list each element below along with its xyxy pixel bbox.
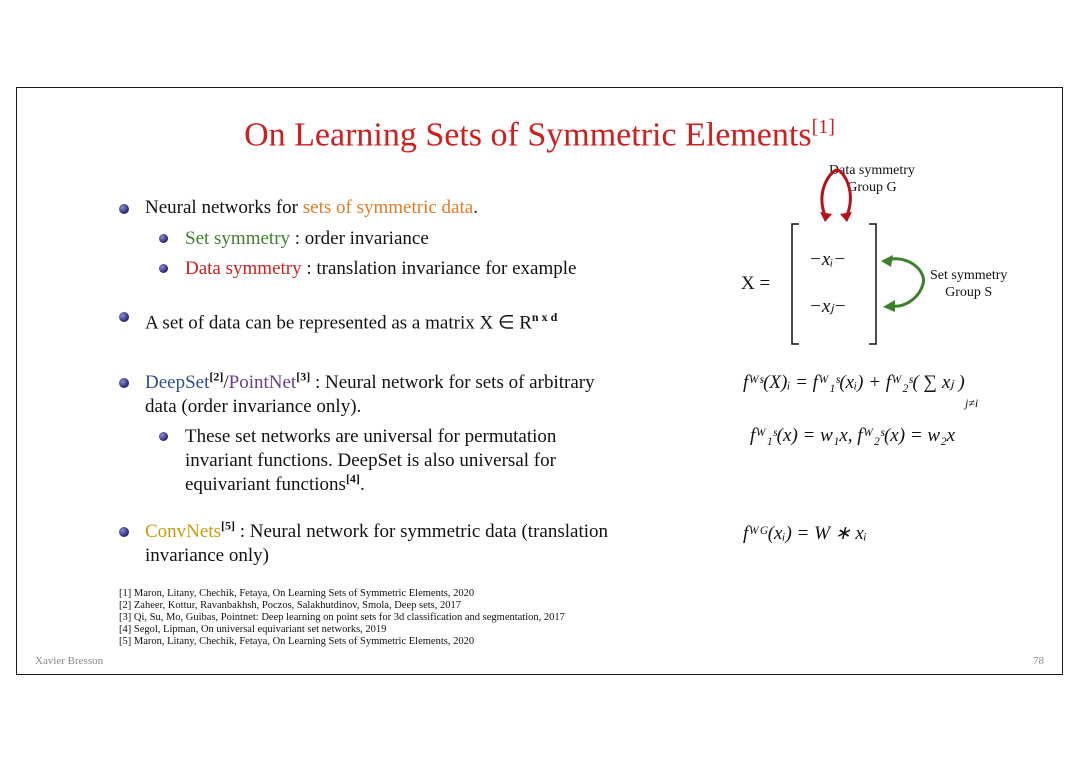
matrix-dim: n x d <box>531 310 558 324</box>
sub-bullet-marker <box>159 264 168 273</box>
footnote-5: [5] Maron, Litany, Chechik, Fetaya, On Learning Sets of Symmetric Elements, 2020 <box>119 636 475 647</box>
bullet-convnets <box>145 520 608 544</box>
highlight-sets-symmetric-data: sets of symmetric data <box>302 197 474 218</box>
ref-4: [4] <box>345 471 360 486</box>
bullet-text: : Neural network for symmetric data (translation <box>235 521 609 542</box>
ref-5: [5] <box>221 518 235 533</box>
sub-bullet-universal-line1: These set networks are universal for permutation <box>185 426 557 447</box>
sub-bullet-universal-line3 <box>185 473 365 497</box>
page-number: 78 <box>1033 655 1044 667</box>
bullet-marker <box>119 312 129 322</box>
highlight-pointnet: PointNet <box>228 372 297 393</box>
matrix-lhs: X = <box>741 273 771 294</box>
footnote-3: [3] Qi, Su, Mo, Guibas, Pointnet: Deep learning on point sets for 3d classification and segmentation, 2017 <box>119 612 565 623</box>
footnote-1: [1] Maron, Litany, Chechik, Fetaya, On Learning Sets of Symmetric Elements, 2020 <box>119 588 475 599</box>
set-symmetry-line2: Group S <box>945 285 993 300</box>
equation-convnet: fᵂᴳ(xᵢ) = W ∗ xᵢ <box>743 523 867 544</box>
footnote-2: [2] Zaheer, Kottur, Ravanbakhsh, Poczos, Salakhutdinov, Smola, Deep sets, 2017 <box>119 600 461 611</box>
equation-linear-layers: fᵂ₁ˢ(x) = w₁x, fᵂ₂ˢ(x) = w₂x <box>750 425 956 446</box>
footnote-4: [4] Segol, Lipman, On universal equivariant set networks, 2019 <box>119 624 387 635</box>
sub-bullet-universal-line2: invariant functions. DeepSet is also universal for <box>185 450 556 471</box>
highlight-set-symmetry: Set symmetry <box>185 228 291 249</box>
set-symmetry-label <box>930 267 1007 301</box>
matrix-brackets <box>789 222 879 346</box>
bullet-text-line2: invariance only) <box>145 545 269 566</box>
bullet-text: A set of data can be represented as a matrix X ∈ R <box>145 312 532 334</box>
sub-bullet-set-symmetry <box>185 227 429 251</box>
bullet-text: Neural networks for <box>145 197 303 218</box>
set-symmetry-arrow <box>879 252 929 314</box>
highlight-data-symmetry: Data symmetry <box>185 258 302 279</box>
ref-2: [2] <box>209 369 224 384</box>
bullet-text: . <box>359 474 365 495</box>
bullet-text: : Neural network for sets of arbitrary <box>310 372 595 393</box>
author-name: Xavier Bresson <box>35 655 104 667</box>
matrix-row-i: −xᵢ− <box>809 249 847 270</box>
bullet-text-line2: data (order invariance only). <box>145 396 362 417</box>
bullet-text: : order invariance <box>290 228 429 249</box>
set-symmetry-line1: Set symmetry <box>930 268 1008 283</box>
slash: / <box>223 372 229 393</box>
matrix-row-j: −xⱼ− <box>809 296 847 317</box>
equation-deepset: fᵂˢ(X)ᵢ = fᵂ₁ˢ(xᵢ) + fᵂ₂ˢ( ∑ xⱼ ) <box>743 372 965 393</box>
highlight-convnets: ConvNets <box>145 521 221 542</box>
bullet-marker <box>119 378 129 388</box>
title-text: On Learning Sets of Symmetric Elements <box>244 116 812 154</box>
footnotes <box>119 588 565 648</box>
bullet-text: . <box>473 197 478 218</box>
ref-3: [3] <box>296 369 311 384</box>
bullet-marker <box>119 527 129 537</box>
title-ref: [1] <box>811 116 835 138</box>
bullet-matrix <box>145 305 557 335</box>
data-symmetry-line1: Data symmetry <box>829 163 915 178</box>
bullet-marker <box>119 204 129 214</box>
slide <box>16 87 1063 675</box>
bullet-sets-symmetric <box>145 196 478 220</box>
data-symmetry-line2: Group G <box>847 180 897 195</box>
sub-bullet-marker <box>159 432 168 441</box>
bullet-text: equivariant functions <box>185 474 346 495</box>
equation-sum-subscript: j≠i <box>965 396 979 410</box>
data-symmetry-arrow <box>812 160 862 222</box>
highlight-deepset: DeepSet <box>145 372 210 393</box>
slide-title <box>17 116 1062 154</box>
sub-bullet-marker <box>159 234 168 243</box>
bullet-deepset <box>145 371 595 395</box>
bullet-text: : translation invariance for example <box>301 258 577 279</box>
sub-bullet-data-symmetry <box>185 257 576 281</box>
